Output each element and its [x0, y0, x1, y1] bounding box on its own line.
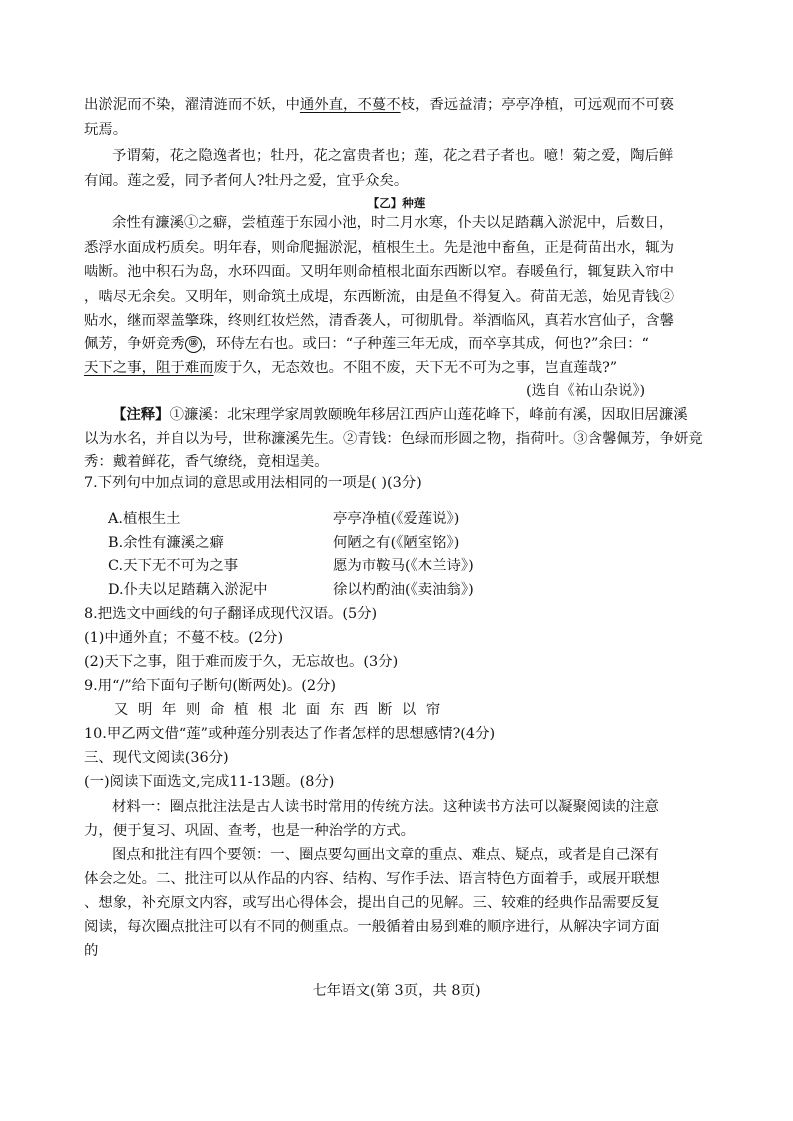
- yi-title: 【乙】种莲: [367, 196, 426, 210]
- footnote-3-marker: ⑱: [185, 336, 202, 353]
- notes-line-3: 秀：戴着鲜花，香气缭绕，竟相逞美。: [84, 454, 329, 470]
- ailian-line-1: 出淤泥而不染，濯清涟而不妖，中通外直，不蔓不枝，香远益清；亭亭净植，可远观而不可亵: [84, 97, 675, 113]
- yi-line-2: 悉浮水面成朽质矣。明年春，则命爬掘淤泥，植根生土。先是池中畜鱼，正是荷苗出水，辄为: [84, 240, 675, 256]
- material-line-1: 材料一：圈点批注法是古人读书时常用的传统方法。这种读书方法可以凝聚阅读的注意: [112, 799, 659, 815]
- q8-sub-1: (1)中通外直；不蔓不枝。(2分): [84, 630, 284, 646]
- yi-line-5: 贴水，继而翠盖擎珠，终则红妆烂然，清香袭人，可彻肌骨。举酒临风，真若水宫仙子，含馨: [84, 313, 675, 329]
- q10-stem: 10.甲乙两文借“莲”或种莲分别表达了作者怎样的思想感情?(4分): [84, 726, 496, 742]
- subsection-1-heading: (一)阅读下面选文,完成11-13题。(8分): [84, 774, 335, 790]
- q7-option-c-right: 愿为市鞍马(《木兰诗》): [333, 558, 474, 574]
- yi-line-4: ，啮尽无余矣。又明年，则命筑土成堤，东西断流，由是鱼不得复入。荷苗无恙，始见青钱②: [84, 289, 675, 305]
- underlined-phrase-1: 通外直，不蔓不: [299, 97, 401, 113]
- material-line-4: 体会之处。二、批注可以从作品的内容、结构、写作手法、语言特色方面着手，或展开联想: [84, 871, 660, 887]
- q7-option-d-left: D.仆夫以足踏藕入淤泥中: [108, 582, 268, 598]
- material-line-5: 、想象，补充原文内容，或写出心得体会，提出自己的见解。三、较难的经典作品需要反复: [84, 895, 660, 911]
- material-line-2: 力，便于复习、巩固、查考，也是一种治学的方式。: [84, 823, 415, 839]
- notes-line-1: 【注释】①濂溪：北宋理学家周敦颐晚年移居江西庐山莲花峰下，峰前有溪，因取旧居濂溪: [112, 406, 688, 423]
- q8-stem: 8.把选文中画线的句子翻译成现代汉语。(5分): [84, 606, 378, 622]
- ailian-line-2: 玩焉。: [84, 122, 128, 138]
- q7-option-a-right: 亭亭净植(《爱莲说》): [333, 511, 460, 527]
- q7-option-d-right: 徐以杓酌油(《卖油翁》): [333, 582, 474, 598]
- ailian-line-4: 有闻。莲之爱，同予者何人?牡丹之爱，宜乎众矣。: [84, 173, 409, 189]
- yi-line-3: 啮断。池中积石为岛，水环四面。又明年则命植根北面东西断以窄。春暖鱼行，辄复趺入帘中: [84, 264, 675, 280]
- material-line-6: 阅读，每次圈点批注可以有不同的侧重点。一般循着由易到难的顺序进行，从解决字词方面: [84, 919, 660, 935]
- material-line-3: 图点和批注有四个要领：一、圈点要勾画出文章的重点、难点、疑点，或者是自己深有: [112, 847, 659, 863]
- underlined-phrase-2: 天下之事，阻于难而: [84, 360, 214, 376]
- section-3-heading: 三、现代文阅读(36分): [84, 750, 229, 766]
- q7-option-a-left: A.植根生土: [108, 511, 181, 527]
- yi-line-7: 天下之事，阻于难而废于久，无态效也。不阻不废，天下无不可为之事，岂直莲哉?”: [84, 360, 618, 376]
- q7-stem: 7.下列句中加点词的意思或用法相同的一项是( )(3分): [84, 475, 422, 491]
- page-footer: 七年语文(第 3页，共 8页): [312, 983, 481, 999]
- notes-label: 【注释】: [112, 406, 170, 423]
- yi-source: (选自《祐山杂说》): [526, 383, 646, 399]
- ailian-line-3: 予谓菊，花之隐逸者也；牡丹，花之富贵者也；莲，花之君子者也。噫！菊之爱，陶后鲜: [112, 148, 674, 164]
- q7-option-b-right: 何陋之有(《陋室铭》): [333, 535, 460, 551]
- q7-option-b-left: B.余性有濂溪之癖: [108, 535, 224, 551]
- yi-line-1: 余性有濂溪①之癖，尝植莲于东园小池，时二月水寒，仆夫以足踏藕入淤泥中，后数日，: [112, 215, 674, 231]
- q9-sentence: 又明年则命植根北面东西断以帘: [114, 702, 450, 718]
- notes-line-2: 以为水名，并自以为号，世称濂溪先生。②青钱：色绿而形圆之物，指荷叶。③含馨佩芳，争妍竞: [84, 431, 703, 447]
- q8-sub-2: (2)天下之事，阻于难而废于久，无忘故也。(3分): [84, 654, 399, 670]
- material-line-7: 的: [84, 943, 99, 959]
- q7-option-c-left: C.天下无不可为之事: [108, 558, 239, 574]
- q9-stem: 9.用“/”给下面句子断句(断两处)。(2分): [84, 678, 336, 694]
- yi-line-6: 佩芳，争妍竞秀 ⑱ ，环侍左右也。或曰：“子种莲三年无成，而卒享其成，何也?”余曰：“: [84, 336, 649, 352]
